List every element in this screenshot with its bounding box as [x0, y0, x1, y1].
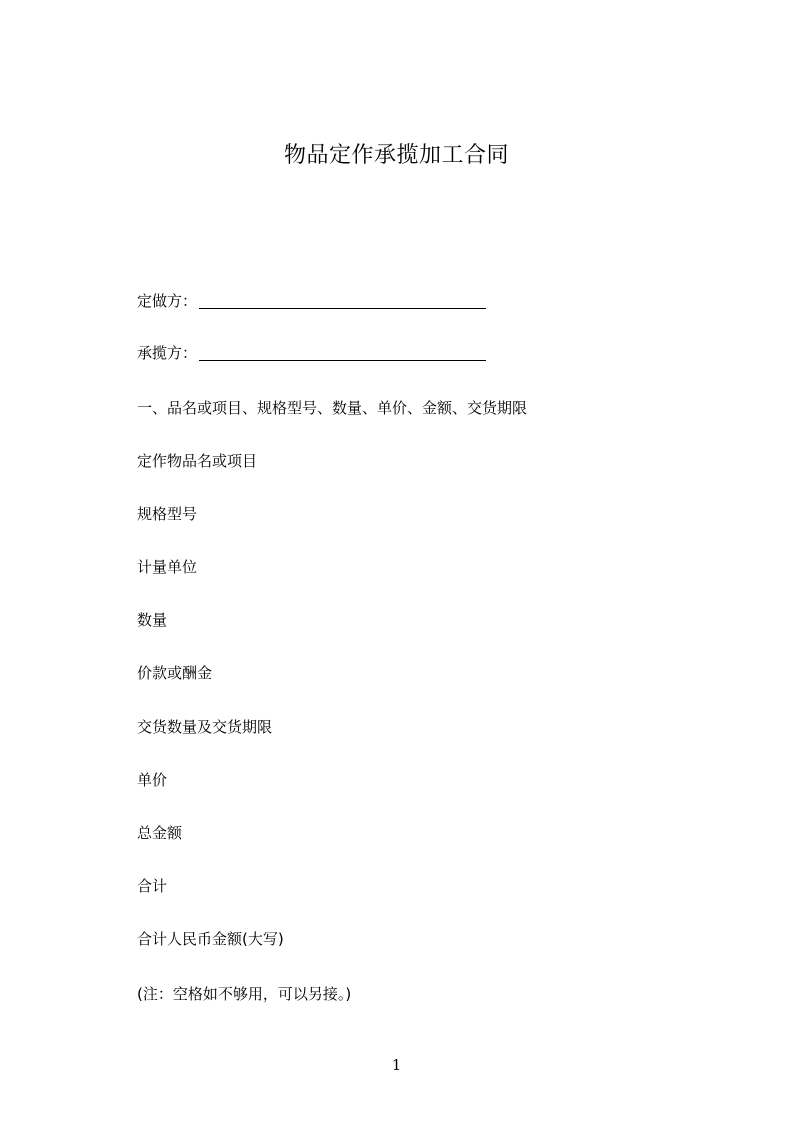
- item-line: 定作物品名或项目: [137, 452, 258, 470]
- item-line: 总金额: [137, 824, 183, 842]
- item-line: 价款或酬金: [137, 664, 213, 682]
- item-line: 合计人民币金额(大写): [137, 930, 284, 948]
- document-title: 物品定作承揽加工合同: [283, 143, 509, 168]
- item-line: 交货数量及交货期限: [137, 718, 273, 736]
- page-number: 1: [391, 1056, 402, 1074]
- client-party-line: [137, 291, 486, 311]
- item-line: 计量单位: [137, 558, 198, 576]
- item-line: 规格型号: [137, 505, 198, 523]
- item-line: 合计: [137, 877, 168, 895]
- section-heading: 一、品名或项目、规格型号、数量、单价、金额、交货期限: [137, 399, 528, 417]
- client-blank-line: [199, 294, 486, 309]
- contractor-label: 承揽方：: [137, 344, 198, 362]
- item-line: 单价: [137, 771, 168, 789]
- item-line: 数量: [137, 611, 168, 629]
- contractor-blank-line: [199, 346, 486, 361]
- note-line: (注：空格如不够用，可以另接。): [137, 985, 352, 1003]
- contractor-party-line: [137, 343, 486, 363]
- client-label: 定做方：: [137, 292, 198, 310]
